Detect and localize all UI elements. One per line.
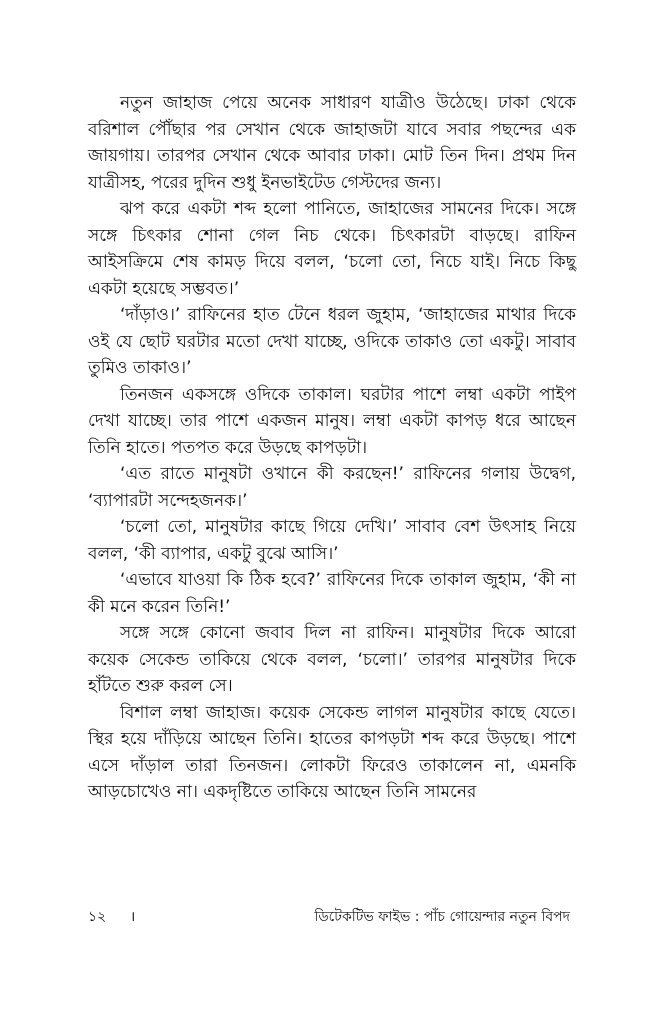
page-footer bbox=[88, 904, 570, 930]
paragraph: বিশাল লম্বা জাহাজ। কয়েক সেকেন্ড লাগল মানুষটার কাছে যেতে। স্থির হয়ে দাঁড়িয়ে আছেন তিনি। হাতের কাপড়টা শব্দ করে উড়ছে। পাশে এসে দাঁড়াল তারা তিনজন। লোকটা ফিরেও তাকালেন না, এমনকি আড়চোখেও না। একদৃষ্টিতে তাকিয়ে আছেন তিনি সামনের bbox=[88, 702, 576, 802]
paragraph: ঝপ করে একটা শব্দ হলো পানিতে, জাহাজের সামনের দিকে। সঙ্গে সঙ্গে চিৎকার শোনা গেল নিচ থেকে। চিৎকারটা বাড়ছে। রাফিন আইসক্রিমে শেষ কামড় দিয়ে বলল, ‘চলো তো, নিচে যাই। নিচে কিছু একটা হয়েছে সম্ভবত।’ bbox=[88, 199, 576, 299]
paragraph: নতুন জাহাজ পেয়ে অনেক সাধারণ যাত্রীও উঠেছে। ঢাকা থেকে বরিশাল পৌঁছার পর সেখান থেকে জাহাজটা যাবে সবার পছন্দের এক জায়গায়। তারপর সেখান থেকে আবার ঢাকা। মোট তিন দিন। প্রথম দিন যাত্রীসহ, পরের দুদিন শুধু ইনভাইটেড গেস্টদের জন্য। bbox=[88, 93, 576, 193]
paragraph: ‘চলো তো, মানুষটার কাছে গিয়ে দেখি।’ সাবাব বেশ উৎসাহ নিয়ে বলল, ‘কী ব্যাপার, একটু বুঝে আসি।’ bbox=[88, 517, 576, 564]
page-body bbox=[88, 90, 576, 806]
paragraph: ‘দাঁড়াও।’ রাফিনের হাত টেনে ধরল জুহাম, ‘জাহাজের মাথার দিকে ওই যে ছোট ঘরটার মতো দেখা যাচ্ছে, ওদিকে তাকাও তো একটু। সাবাব তুমিও তাকাও।’ bbox=[88, 305, 576, 378]
paragraph: তিনজন একসঙ্গে ওদিকে তাকাল। ঘরটার পাশে লম্বা একটা পাইপ দেখা যাচ্ছে। তার পাশে একজন মানুষ। লম্বা একটা কাপড় ধরে আছেন তিনি হাতে। পতপত করে উড়ছে কাপড়টা। bbox=[88, 384, 576, 458]
page-number: ১২ bbox=[88, 909, 107, 925]
footer-separator: । bbox=[130, 909, 136, 925]
running-title: ডিটেকটিভ ফাইভ : পাঁচ গোয়েন্দার নতুন বিপদ bbox=[314, 909, 570, 925]
paragraph: ‘এভাবে যাওয়া কি ঠিক হবে?’ রাফিনের দিকে তাকাল জুহাম, ‘কী না কী মনে করেন তিনি!’ bbox=[88, 570, 576, 617]
paragraph: ‘এত রাতে মানুষটা ওখানে কী করছেন!’ রাফিনের গলায় উদ্বেগ, ‘ব্যাপারটা সন্দেহজনক।’ bbox=[88, 464, 576, 511]
paragraph: সঙ্গে সঙ্গে কোনো জবাব দিল না রাফিন। মানুষটার দিকে আরো কয়েক সেকেন্ড তাকিয়ে থেকে বলল, ‘চলো।’ তারপর মানুষটার দিকে হাঁটতে শুরু করল সে। bbox=[88, 623, 576, 696]
